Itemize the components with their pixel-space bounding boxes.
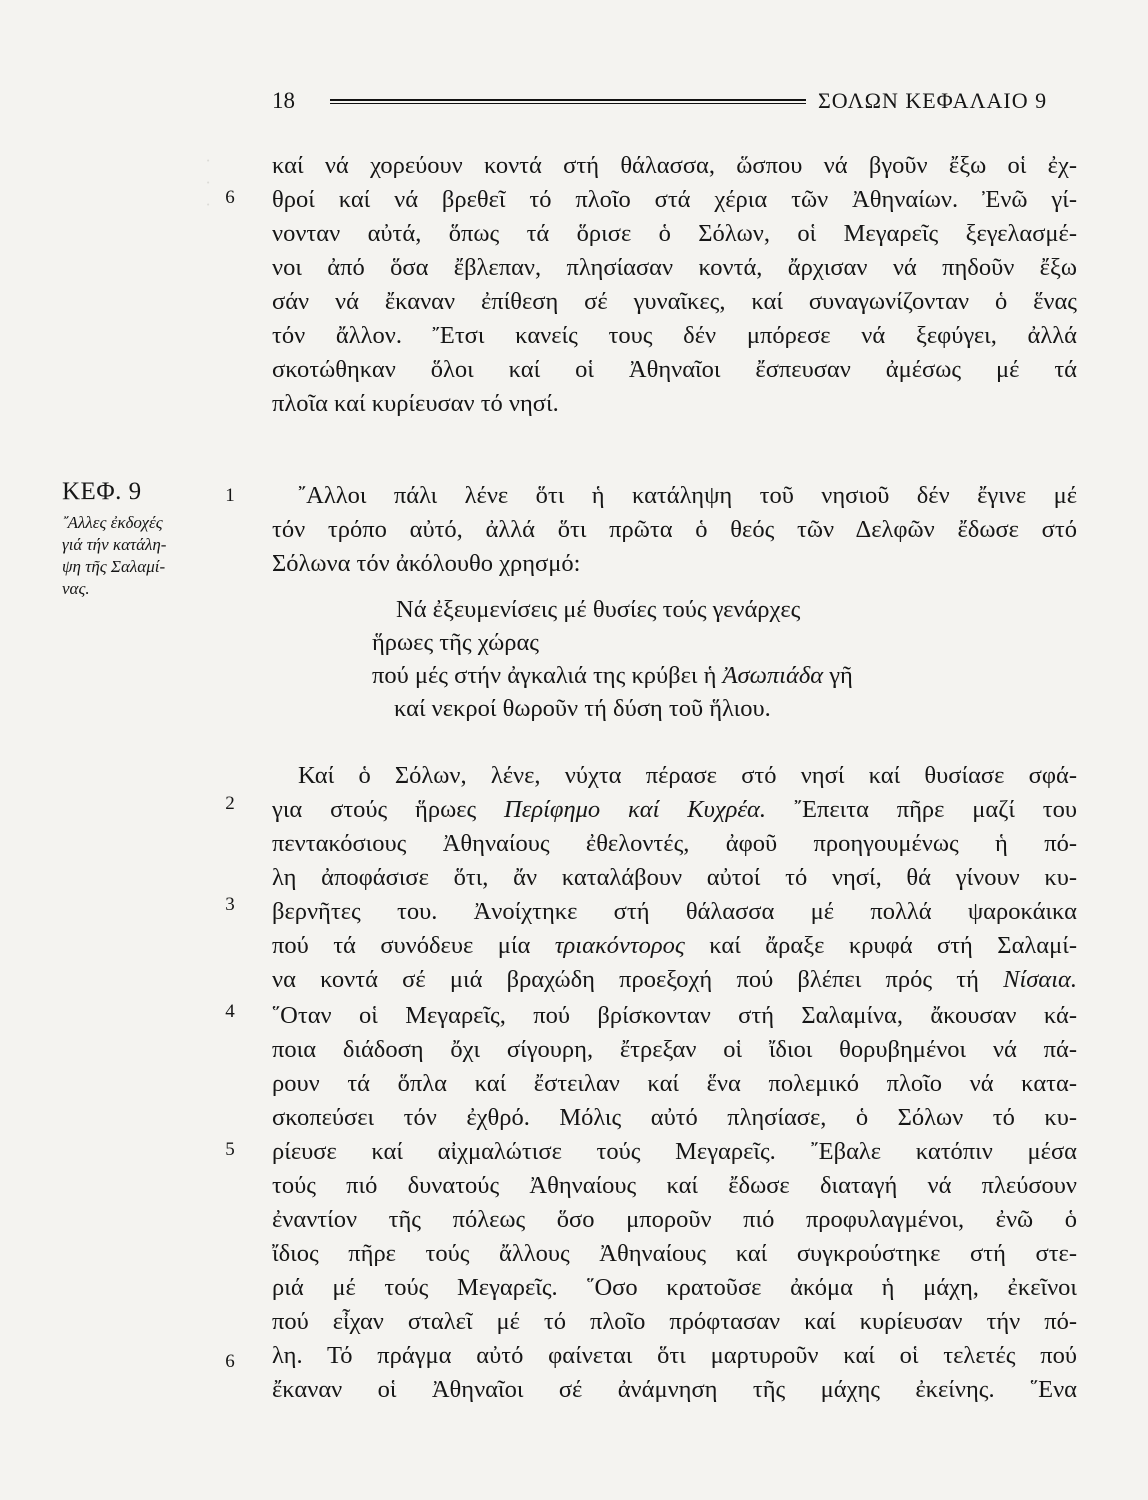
body-text: να κοντά σέ μιά βραχώδη προεξοχή πού βλέπει πρός τή xyxy=(272,966,979,993)
chapter-note-line: γιά τήν κατάλη- xyxy=(62,535,167,554)
body-text: για στούς ἥρωες xyxy=(272,796,477,823)
oracle-line: καί νεκροί θωροῦν τή δύση τοῦ ἥλιου. xyxy=(394,695,771,722)
body-line xyxy=(272,794,1077,826)
body-line: τόν τρόπο αὐτό, ἀλλά ὅτι πρῶτα ὁ θεός τῶν Δελφῶν ἔδωσε στό xyxy=(272,516,1077,543)
body-line: ἔκαναν οἱ Ἀθηναῖοι σέ ἀνάμνηση τῆς μάχης ἐκείνης. ῞Ενα xyxy=(272,1376,1077,1403)
bleed-through-ghost-text: · · · xyxy=(205,151,210,214)
body-line: λη. Τό πράγμα αὐτό φαίνεται ὅτι μαρτυροῦν καί οἱ τελετές πού xyxy=(272,1342,1077,1369)
body-line: τούς πιό δυνατούς Ἀθηναίους καί ἔδωσε διαταγή νά πλεύσουν xyxy=(272,1172,1077,1199)
body-line: σκοτώθηκαν ὅλοι καί οἱ Ἀθηναῖοι ἔσπευσαν ἀμέσως μέ τά xyxy=(272,356,1077,383)
body-line: Σόλωνα τόν ἀκόλουθο χρησμό: xyxy=(272,550,581,577)
section-number: 1 xyxy=(225,485,235,506)
body-italic: Περίφημο καί Κυχρέα. xyxy=(504,796,767,823)
body-line: πού εἶχαν σταλεῖ μέ τό πλοῖο πρόφτασαν καί κυρίευσαν τήν πό- xyxy=(272,1308,1077,1335)
oracle-line xyxy=(372,660,853,692)
chapter-note xyxy=(62,512,212,600)
body-line: πεντακόσιους Ἀθηναίους ἐθελοντές, ἀφοῦ προηγουμένως ἡ πό- xyxy=(272,830,1077,857)
section-number: 5 xyxy=(225,1139,235,1160)
body-line: θροί καί νά βρεθεῖ τό πλοῖο στά χέρια τῶν Ἀθηναίων. Ἐνῶ γί- xyxy=(272,186,1077,213)
body-italic: Νίσαια. xyxy=(1003,966,1078,993)
body-line: νονταν αὐτά, ὅπως τά ὅρισε ὁ Σόλων, οἱ Μεγαρεῖς ξεγελασμέ- xyxy=(272,220,1077,247)
oracle-italic: Ἀσωπιάδα xyxy=(722,662,824,689)
chapter-title: ΚΕΦ. 9 xyxy=(62,478,142,505)
section-number: 2 xyxy=(225,793,235,814)
body-line: πλοῖα καί κυρίευσαν τό νησί. xyxy=(272,390,559,417)
body-line: τόν ἄλλον. Ἔτσι κανείς τους δέν μπόρεσε νά ξεφύγει, ἀλλά xyxy=(272,322,1077,349)
body-line: βερνῆτες του. Ἀνοίχτηκε στή θάλασσα μέ πολλά ψαροκάικα xyxy=(272,898,1077,925)
body-line: ποια διάδοση ὄχι σίγουρη, ἔτρεξαν οἱ ἴδιοι θορυβημένοι νά πά- xyxy=(272,1036,1077,1063)
body-line: νοι ἀπό ὅσα ἔβλεπαν, πλησίασαν κοντά, ἄρχισαν νά πηδοῦν ἔξω xyxy=(272,254,1077,281)
oracle-line: ἥρωες τῆς χώρας xyxy=(372,629,539,656)
oracle-text: πού μές στήν ἀγκαλιά της κρύβει ἡ xyxy=(372,662,717,689)
body-line xyxy=(272,930,1077,962)
body-line: ἴδιος πῆρε τούς ἄλλους Ἀθηναίους καί συγκρούστηκε στή στε- xyxy=(272,1240,1077,1267)
body-text: πού τά συνόδευε μία xyxy=(272,932,531,959)
body-line: λη ἀποφάσισε ὅτι, ἄν καταλάβουν αὐτοί τό νησί, θά γίνουν κυ- xyxy=(272,864,1077,891)
section-number: 3 xyxy=(225,894,235,915)
body-line: ῎Αλλοι πάλι λένε ὅτι ἡ κατάληψη τοῦ νησιοῦ δέν ἔγινε μέ xyxy=(298,482,1077,509)
chapter-note-line: ψη τῆς Σαλαμί- xyxy=(62,557,166,576)
body-line: Καί ὁ Σόλων, λένε, νύχτα πέρασε στό νησί καί θυσίασε σφά- xyxy=(298,762,1077,789)
chapter-margin-note xyxy=(62,478,212,600)
page-header xyxy=(270,88,1078,118)
body-line: ρίευσε καί αἰχμαλώτισε τούς Μεγαρεῖς. ῎Εβαλε κατόπιν μέσα xyxy=(272,1138,1077,1165)
body-line: ριά μέ τούς Μεγαρεῖς. ῞Οσο κρατοῦσε ἀκόμα ἡ μάχη, ἐκεῖνοι xyxy=(272,1274,1077,1301)
chapter-note-line: ῎Αλλες ἐκδοχές xyxy=(62,513,163,532)
chapter-note-line: νας. xyxy=(62,579,90,598)
body-text: ῎Επειτα πῆρε μαζί του xyxy=(793,796,1078,823)
oracle-line: Νά ἐξευμενίσεις μέ θυσίες τούς γενάρχες xyxy=(396,596,801,623)
body-line: ρουν τά ὅπλα καί ἔστειλαν καί ἕνα πολεμικό πλοῖο νά κατα- xyxy=(272,1070,1077,1097)
body-line: σάν νά ἔκαναν ἐπίθεση σέ γυναῖκες, καί συναγωνίζονταν ὁ ἕνας xyxy=(272,288,1077,315)
section-number: 6 xyxy=(225,187,235,208)
section-number: 6 xyxy=(225,1351,235,1372)
header-rule xyxy=(330,99,806,104)
body-line: ἐναντίον τῆς πόλεως ὅσο μποροῦν πιό προφυλαγμένοι, ἐνῶ ὁ xyxy=(272,1206,1077,1233)
body-line: σκοπεύσει τόν ἐχθρό. Μόλις αὐτό πλησίασε, ὁ Σόλων τό κυ- xyxy=(272,1104,1077,1131)
section-number: 4 xyxy=(225,1001,235,1022)
body-text: καί ἄραξε κρυφά στή Σαλαμί- xyxy=(709,932,1078,959)
running-head: ΣΟΛΩΝ ΚΕΦΑΛΑΙΟ 9 xyxy=(818,88,1048,113)
body-line xyxy=(272,964,1077,996)
body-line: ῞Οταν οἱ Μεγαρεῖς, πού βρίσκονταν στή Σαλαμίνα, ἄκουσαν κά- xyxy=(272,1002,1077,1029)
body-line: καί νά χορεύουν κοντά στή θάλασσα, ὥσπου νά βγοῦν ἔξω οἱ ἐχ- xyxy=(272,152,1077,179)
page-number: 18 xyxy=(272,88,295,113)
body-italic: τριακόντορος xyxy=(554,932,685,959)
oracle-text: γῆ xyxy=(829,662,853,689)
